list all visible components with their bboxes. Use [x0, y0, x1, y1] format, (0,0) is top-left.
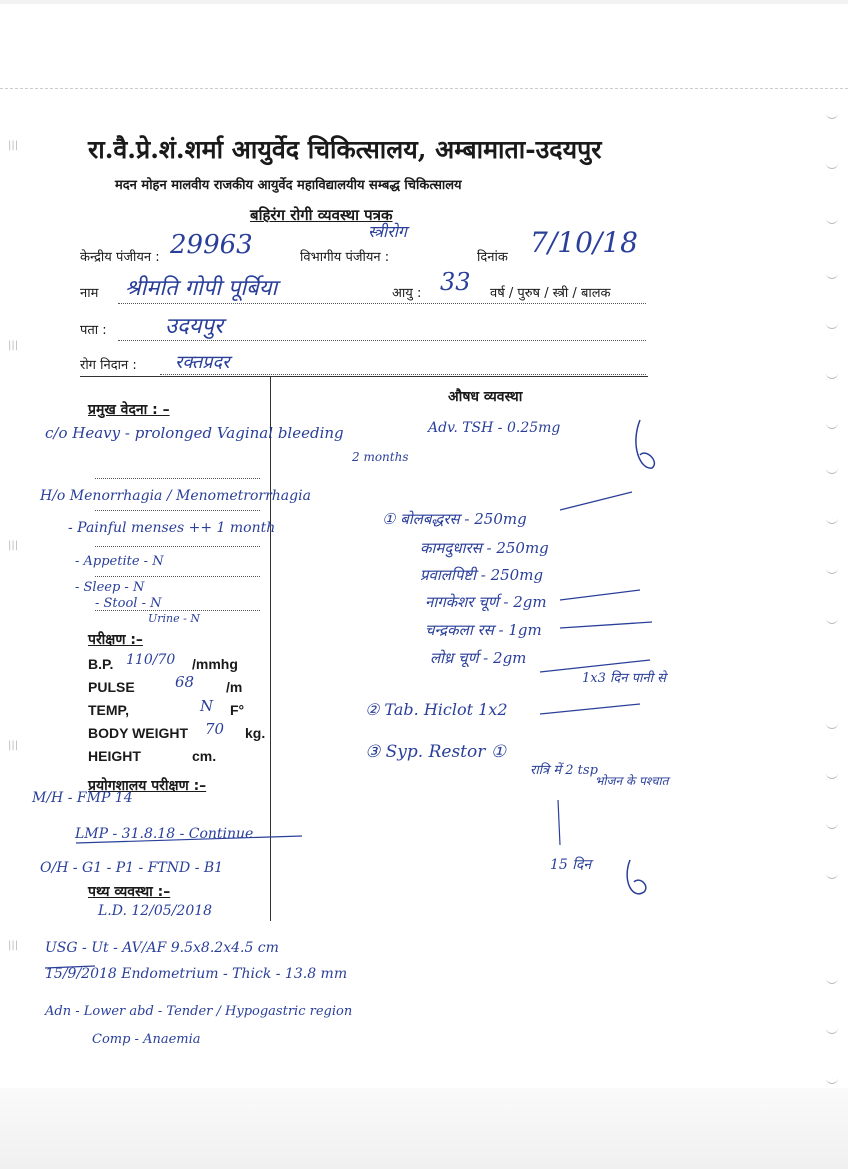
usg-line: 15/9/2018 Endometrium - Thick - 13.8 mm: [45, 966, 348, 982]
date-label: दिनांक: [477, 250, 508, 265]
hospital-name: रा.वै.प्रे.शं.शर्मा आयुर्वेद चिकित्सालय, अम्बामाता-उदयपुर: [88, 135, 602, 164]
medication-line: प्रवालपिष्टी - 250mg: [420, 566, 544, 584]
temp-label: TEMP,: [88, 702, 129, 718]
pen-stroke: [560, 590, 640, 600]
margin-hole: [826, 820, 838, 829]
medication-line: भोजन के पश्चात: [595, 774, 669, 788]
complaint-line: - Appetite - N: [75, 554, 164, 569]
medication-line: लोध्र चूर्ण - 2gm: [430, 649, 527, 667]
margin-hole: [826, 565, 838, 574]
margin-mark: |||: [8, 140, 19, 151]
complaint-underline: [95, 510, 260, 511]
complaint-underline: [95, 576, 260, 577]
bp-value: 110/70: [126, 652, 176, 668]
address-label: पता :: [80, 323, 107, 338]
margin-hole: [826, 465, 838, 474]
weight-label: BODY WEIGHT: [88, 725, 189, 741]
margin-hole: [826, 770, 838, 779]
margin-hole: [826, 870, 838, 879]
medication-line: कामदुधारस - 250mg: [420, 539, 549, 557]
margin-hole: [826, 420, 838, 429]
margin-hole: [826, 615, 838, 624]
pulse-label: PULSE: [88, 679, 135, 695]
height-unit: cm.: [192, 748, 217, 764]
medication-line: रात्रि में 2 tsp: [530, 763, 598, 778]
central-registration-value: 29963: [170, 230, 253, 260]
medication-line: 15 दिन: [550, 857, 592, 873]
lab-note: LMP - 31.8.18 - Continue: [75, 826, 254, 842]
age-label: आयु :: [392, 286, 422, 301]
pulse-value: 68: [175, 673, 195, 691]
temp-value: N: [200, 697, 214, 715]
pen-stroke: [560, 492, 632, 510]
medication-line: ③ Syp. Restor ①: [365, 742, 507, 762]
diet-heading: पथ्य व्यवस्था :–: [88, 884, 171, 900]
diagnosis-underline: [160, 374, 646, 375]
margin-mark: |||: [8, 940, 19, 951]
examination-heading: परीक्षण :–: [88, 632, 143, 648]
complaint-line: - Stool - N: [95, 596, 162, 611]
address-underline: [118, 340, 646, 341]
complaint-line: 2 months: [352, 450, 409, 464]
affiliation-line: मदन मोहन मालवीय राजकीय आयुर्वेद महाविद्यालयीय सम्बद्ध चिकित्सालय: [115, 178, 462, 193]
complaint-line: c/o Heavy - prolonged Vaginal bleeding: [45, 424, 344, 442]
margin-hole: [826, 975, 838, 984]
medication-line: नागकेशर चूर्ण - 2gm: [425, 593, 547, 611]
complaint-line: H/o Menorrhagia / Menometrorrhagia: [40, 488, 311, 504]
complaint-underline: [95, 610, 260, 611]
bp-label: B.P.: [88, 656, 114, 672]
margin-hole: [826, 370, 838, 379]
usg-line: USG - Ut - AV/AF 9.5x8.2x4.5 cm: [45, 940, 279, 956]
margin-hole: [826, 320, 838, 329]
diagnosis-label: रोग निदान :: [80, 358, 137, 373]
diagnosis-value: रक्तप्रदर: [175, 352, 230, 373]
temp-unit: F°: [230, 702, 245, 718]
complaint-underline: [95, 546, 260, 547]
margin-mark: |||: [8, 340, 19, 351]
complaint-line: Urine - N: [148, 612, 200, 625]
medication-line: ② Tab. Hiclot 1x2: [365, 700, 508, 719]
medication-line: चन्द्रकला रस - 1gm: [425, 621, 542, 639]
margin-hole: [826, 270, 838, 279]
complaints-heading: प्रमुख वेदना : –: [88, 402, 170, 418]
complaint-line: - Painful menses ++ 1 month: [68, 520, 276, 536]
medication-line: Adv. TSH - 0.25mg: [428, 420, 561, 436]
medication-line: 1x3 दिन पानी से: [582, 671, 666, 686]
form-title: बहिरंग रोगी व्यवस्था पत्रक: [250, 206, 393, 224]
complaint-line: - Sleep - N: [75, 580, 145, 595]
age-gender-options: वर्ष / पुरुष / स्त्री / बालक: [490, 286, 611, 301]
usg-line: Adn - Lower abd - Tender / Hypogastric region: [45, 1004, 353, 1019]
medication-heading: औषध व्यवस्था: [448, 389, 523, 405]
section-top-rule: [80, 376, 648, 377]
weight-value: 70: [205, 720, 225, 738]
central-registration-label: केन्द्रीय पंजीयन :: [80, 250, 160, 265]
pen-stroke: [560, 622, 652, 628]
lab-heading: प्रयोगशालय परीक्षण :–: [88, 778, 207, 794]
pen-stroke: [540, 704, 640, 714]
date-value: 7/10/18: [530, 226, 638, 259]
margin-hole: [826, 1075, 838, 1084]
margin-hole: [826, 110, 838, 119]
weight-unit: kg.: [245, 725, 266, 741]
name-value: श्रीमति गोपी पूर्बिया: [125, 276, 278, 301]
complaint-underline: [95, 478, 260, 479]
diet-note: L.D. 12/05/2018: [98, 903, 213, 919]
pen-stroke: [558, 800, 560, 845]
signature-mark: [627, 860, 646, 894]
margin-hole: [826, 720, 838, 729]
margin-mark: |||: [8, 540, 19, 551]
margin-hole: [826, 160, 838, 169]
address-value: उदयपुर: [165, 314, 223, 339]
dept-registration-label: विभागीय पंजीयन :: [300, 250, 390, 265]
margin-hole: [826, 1025, 838, 1034]
margin-hole: [826, 215, 838, 224]
margin-hole: [826, 515, 838, 524]
name-label: नाम: [80, 286, 99, 301]
scan-bottom-shadow: [0, 1088, 848, 1169]
pulse-unit: /m: [226, 679, 243, 695]
column-divider: [270, 376, 271, 921]
age-value: 33: [440, 268, 471, 296]
lab-note: M/H - FMP 14: [32, 790, 133, 806]
height-label: HEIGHT: [88, 748, 141, 764]
lab-note: O/H - G1 - P1 - FTND - B1: [40, 860, 224, 876]
medication-line: ① बोलबद्धरस - 250mg: [382, 510, 527, 528]
margin-mark: |||: [8, 740, 19, 751]
usg-line: Comp - Anaemia: [92, 1032, 201, 1047]
scan-top-border: [0, 88, 848, 89]
name-underline: [118, 303, 646, 304]
signature-mark: [636, 420, 655, 468]
scan-top-shadow: [0, 0, 848, 4]
department-note: स्त्रीरोग: [368, 222, 407, 241]
bp-unit: /mmhg: [192, 656, 238, 672]
